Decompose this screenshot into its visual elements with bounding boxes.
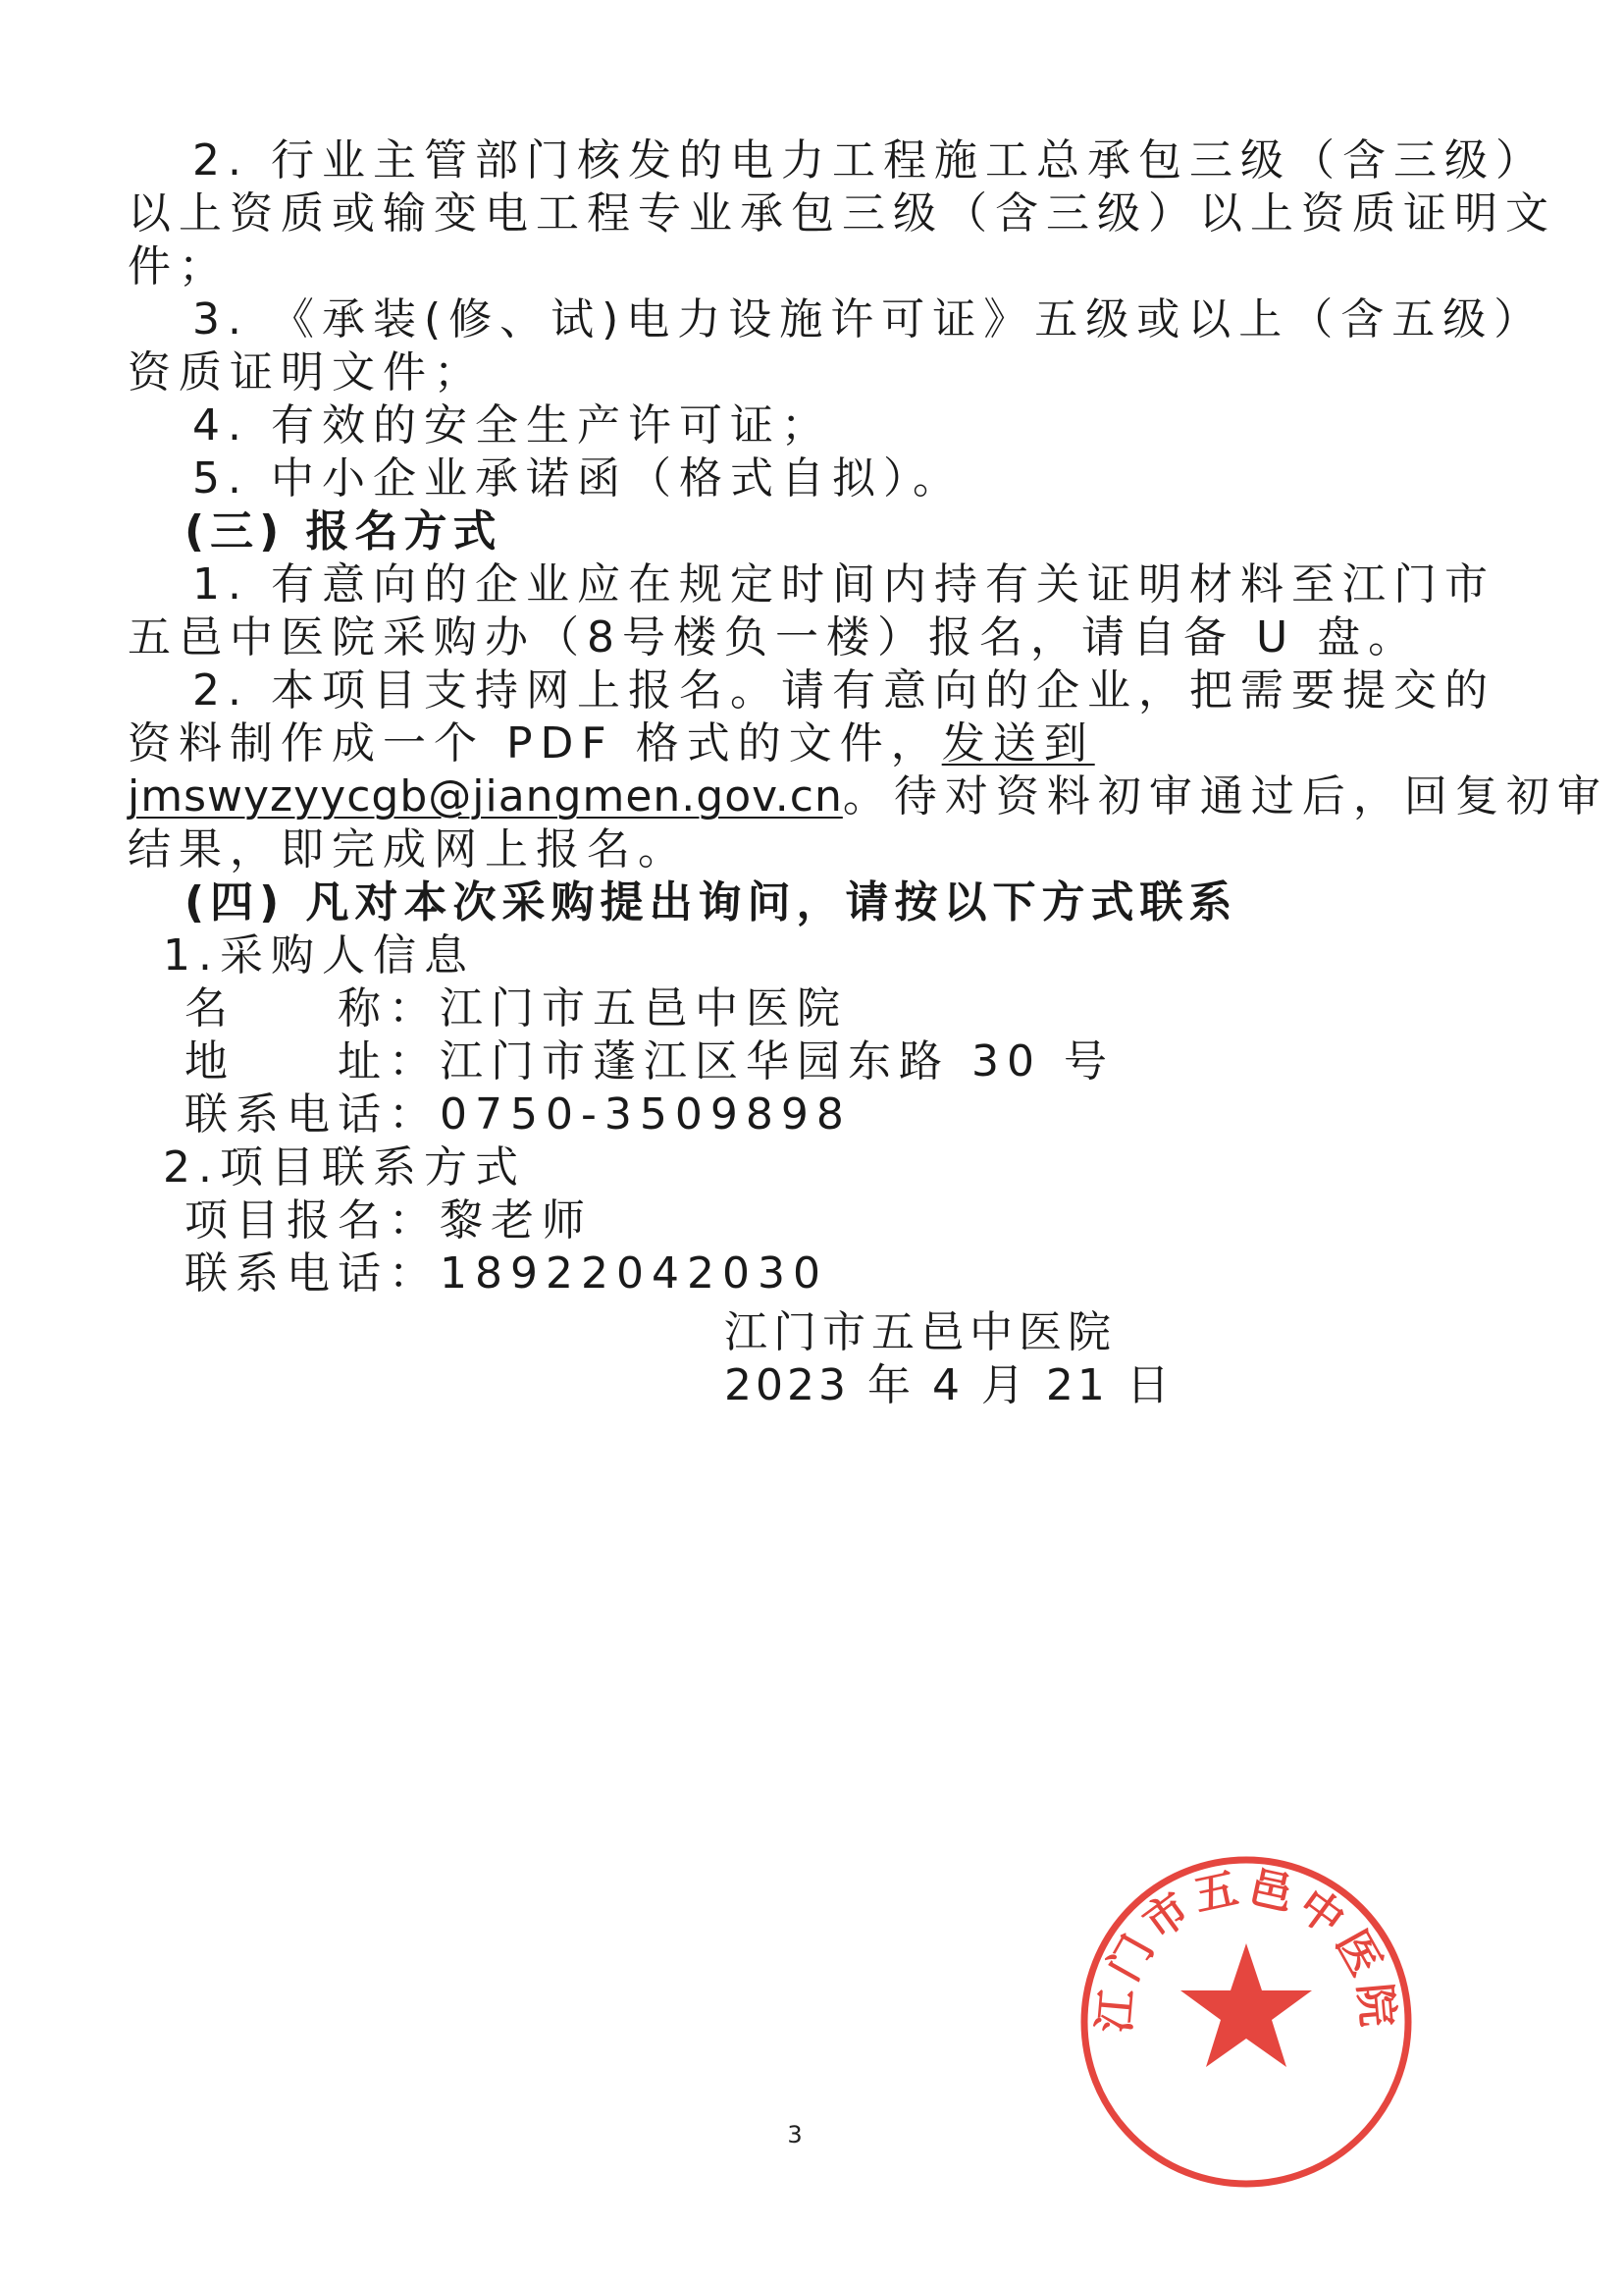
buyer-info-title: 1.采购人信息 [163,930,475,981]
section3-p1-line2: 五邑中医院采购办（8号楼负一楼）报名，请自备 U 盘。 [128,612,1420,663]
buyer-phone-label: 联系电话： [184,1089,440,1140]
item2-line3: 件； [128,241,230,292]
buyer-address-value: 江门市蓬江区华园东路 30 号 [440,1036,1115,1087]
buyer-phone-value: 0750-3509898 [440,1089,852,1140]
buyer-phone-row [184,1087,852,1142]
project-reg-label: 项目报名： [184,1195,440,1246]
signature-date: 2023 年 4 月 21 日 [724,1360,1174,1410]
section3-p2-line3 [128,769,1608,824]
project-reg-row [184,1193,593,1248]
email-link[interactable]: jmswyzyycgb@jiangmen.gov.cn [128,771,843,822]
buyer-name-value: 江门市五邑中医院 [440,983,848,1034]
section3-p1-line1: 1. 有意向的企业应在规定时间内持有关证明材料至江门市 [192,559,1495,610]
p2-line3-text: 。待对资料初审通过后，回复初审 [842,771,1608,822]
section4-heading: (四) 凡对本次采购提出询问，请按以下方式联系 [184,877,1238,928]
item2-line1: 2. 行业主管部门核发的电力工程施工总承包三级（含三级） [192,135,1546,186]
buyer-address-label: 地 址： [184,1036,440,1087]
item3-line1: 3. 《承装(修、试)电力设施许可证》五级或以上（含五级） [192,294,1545,345]
item4: 4. 有效的安全生产许可证； [192,400,832,451]
project-contact-title: 2.项目联系方式 [163,1142,526,1193]
buyer-name-label: 名 称： [184,983,440,1034]
section3-heading: (三) 报名方式 [184,506,502,557]
item5: 5. 中小企业承诺函（格式自拟）。 [192,453,964,504]
buyer-name-row [184,981,848,1036]
section3-p2-line1: 2. 本项目支持网上报名。请有意向的企业，把需要提交的 [192,665,1495,716]
seal-text: 江门市五邑中医院 [1089,1862,1403,2035]
project-phone-label: 联系电话： [184,1248,440,1299]
section3-p2-line2 [128,716,1095,771]
section3-p2-line4: 结果，即完成网上报名。 [128,824,689,875]
item3-line2: 资质证明文件； [128,347,485,398]
send-to-underlined: 发送到 [941,718,1095,769]
project-phone-value: 18922042030 [440,1248,828,1299]
p2-line2-text: 资料制作成一个 PDF 格式的文件， [128,718,942,769]
page-number: 3 [787,2121,803,2148]
item2-line2: 以上资质或输变电工程专业承包三级（含三级）以上资质证明文 [128,188,1556,239]
buyer-address-row [184,1034,1115,1089]
official-seal-icon [1070,1845,1423,2199]
project-phone-row [184,1246,828,1301]
project-reg-value: 黎老师 [440,1195,593,1246]
signature-org: 江门市五邑中医院 [724,1307,1117,1357]
